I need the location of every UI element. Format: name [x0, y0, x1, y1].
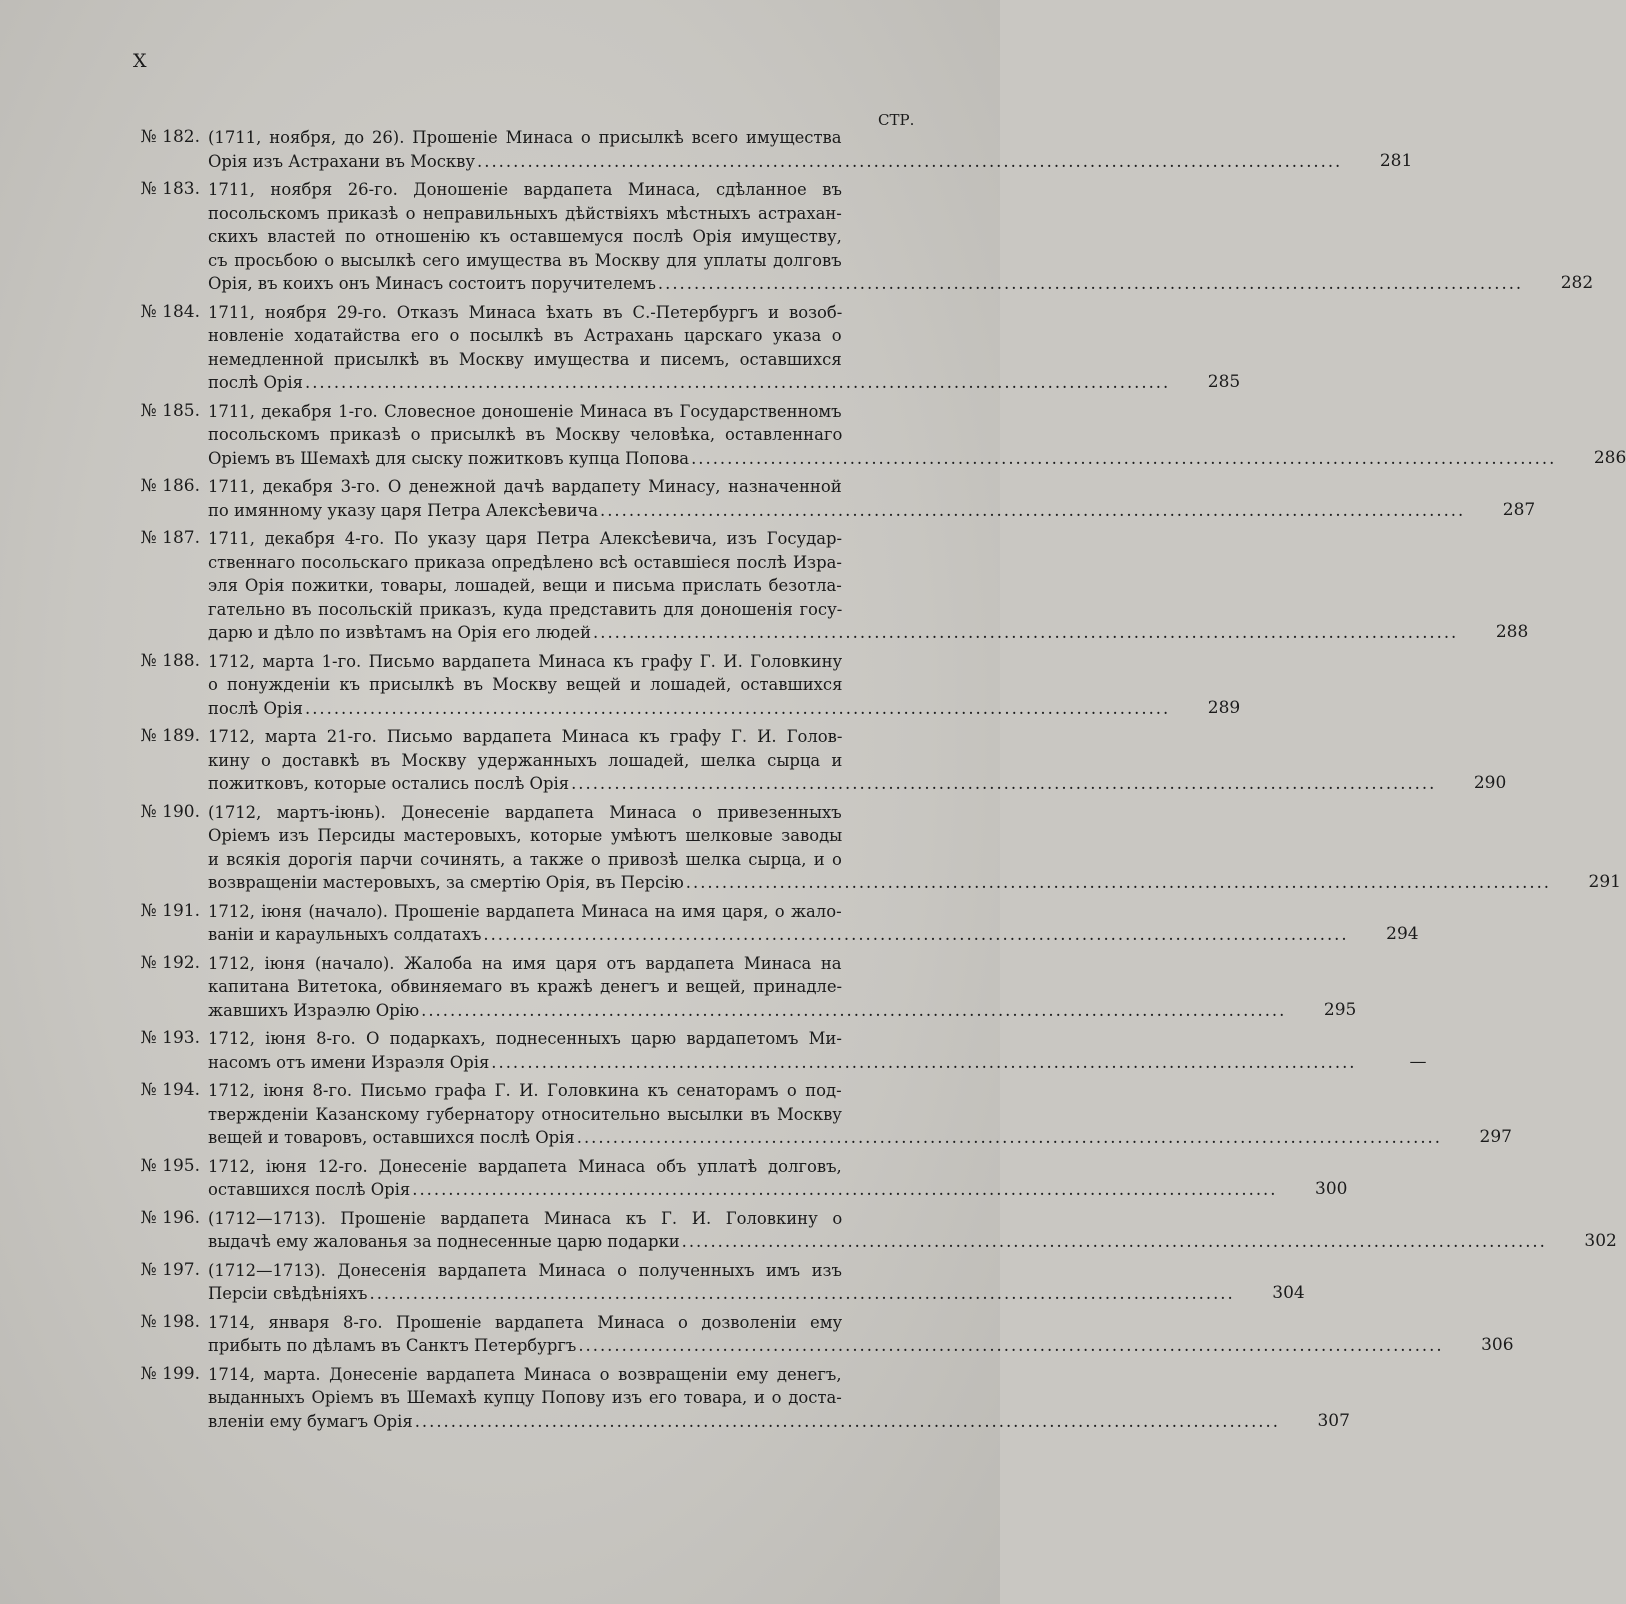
entry-line: 1714, марта. Донесеніе вардапета Минаса о возвращеніи ему денегъ,: [208, 1364, 842, 1384]
entry-last-line: [208, 1178, 1277, 1202]
entry-line: о понужденіи къ присылкѣ въ Москву вещей и лошадей, оставшихся: [208, 675, 843, 694]
dot-leader: ........................................................................................................................: [657, 274, 1524, 293]
page-column-label: СТР.: [878, 111, 915, 129]
toc-entry: [100, 1207, 1617, 1254]
entry-line: 1712, іюня 12-го. Донесеніе вардапета Минаса объ уплатѣ долговъ,: [208, 1156, 842, 1176]
entry-page-number: 304: [1272, 1283, 1305, 1303]
entry-last-line: [208, 447, 1556, 471]
entry-last-line-text: Орія изъ Астрахани въ Москву: [208, 151, 476, 171]
entry-last-line: [208, 621, 1458, 645]
entry-number: № 184.: [140, 301, 200, 322]
entry-description: [208, 301, 1170, 395]
entry-number: № 198.: [140, 1311, 200, 1332]
entry-last-line-text: насомъ отъ имени Израэля Орія: [208, 1052, 490, 1072]
toc-entry: [100, 126, 1413, 173]
entry-number: № 199.: [140, 1363, 200, 1384]
entry-last-line-text: пожитковъ, которые остались послѣ Орія: [208, 774, 570, 793]
entry-line: гательно въ посольскій приказъ, куда представить для доношенія госу-: [208, 599, 843, 619]
entry-last-line: [208, 150, 1342, 174]
entry-last-line-text: Оріемъ въ Шемахѣ для сыску пожитковъ купца Попова: [208, 448, 690, 468]
entry-last-line: [208, 1282, 1235, 1306]
entry-line: 1712, іюня 8-го. О подаркахъ, поднесенныхъ царю вардапетомъ Ми-: [208, 1029, 842, 1048]
entry-last-line: [208, 999, 1286, 1023]
entry-last-line: [208, 499, 1465, 523]
entry-last-line-text: послѣ Орія: [208, 698, 303, 718]
entry-number: № 183.: [140, 179, 200, 199]
entry-page-number: 307: [1317, 1410, 1350, 1431]
toc-entry: [100, 475, 1536, 522]
entry-number: № 185.: [140, 400, 200, 421]
dot-leader: ........................................................................................................................: [412, 1180, 1278, 1199]
entry-line: посольскомъ приказѣ о неправильныхъ дѣйствіяхъ мѣстныхъ астрахан-: [208, 203, 842, 223]
entry-last-line-text: Персіи свѣдѣніяхъ: [208, 1284, 368, 1303]
entry-last-line-text: ваніи и караульныхъ солдатахъ: [208, 925, 482, 944]
entry-page-number: 295: [1323, 999, 1357, 1020]
toc-entry: [100, 650, 1241, 721]
entry-number: № 194.: [140, 1080, 200, 1100]
dot-leader: ........................................................................................................................: [593, 623, 1459, 642]
entry-line: 1714, января 8-го. Прошеніе вардапета Минаса о дозволеніи ему: [208, 1312, 843, 1332]
entry-line: (1712—1713). Донесенія вардапета Минаса о полученныхъ имъ изъ: [208, 1260, 842, 1280]
entry-description: [208, 952, 1286, 1023]
entry-line: 1712, іюня (начало). Жалоба на имя царя отъ вардапета Минаса на: [208, 953, 842, 973]
entry-description: [208, 900, 1349, 947]
entry-line: посольскомъ приказѣ о присылкѣ въ Москву человѣка, оставленнаго: [208, 425, 843, 444]
entry-line: 1712, іюня 8-го. Письмо графа Г. И. Головкина къ сенаторамъ о под-: [208, 1081, 842, 1100]
entry-number: № 196.: [140, 1207, 200, 1228]
entry-line: скихъ властей по отношенію къ оставшемуся послѣ Орія имуществу,: [208, 227, 842, 246]
entry-last-line-text: оставшихся послѣ Орія: [208, 1180, 411, 1199]
entry-line: съ просьбою о высылкѣ сего имущества въ Москву для уплаты долговъ: [208, 250, 842, 270]
table-of-contents: [100, 126, 1626, 1438]
entry-description: [208, 1207, 1547, 1254]
dot-leader: ........................................................................................................................: [571, 774, 1437, 793]
entry-last-line-text: вленіи ему бумагъ Орія: [208, 1411, 413, 1431]
entry-page-number: 297: [1479, 1127, 1512, 1147]
entry-description: [208, 1311, 1444, 1358]
entry-page-number: 286: [1593, 447, 1626, 468]
entry-line: (1711, ноября, до 26). Прошеніе Минаса о присылкѣ всего имущества: [208, 128, 842, 147]
dot-leader: ........................................................................................................................: [421, 1000, 1287, 1020]
toc-entry: [100, 527, 1529, 645]
entry-line: Оріемъ изъ Персиды мастеровыхъ, которые умѣютъ шелковые заводы: [208, 826, 843, 845]
entry-line: 1711, ноября 26-го. Доношеніе вардапета Минаса, сдѣланное въ: [208, 180, 842, 199]
entry-page-number: 302: [1584, 1231, 1617, 1251]
dot-leader: ........................................................................................................................: [483, 925, 1349, 944]
entry-line: ственнаго посольскаго приказа опредѣлено всѣ оставшіеся послѣ Изра-: [208, 552, 842, 572]
dot-leader: ........................................................................................................................: [576, 1128, 1442, 1147]
entry-last-line: [208, 923, 1349, 947]
toc-entry: [100, 1363, 1350, 1434]
entry-page-number: 289: [1207, 697, 1241, 718]
dot-leader: ........................................................................................................................: [369, 1284, 1235, 1303]
entry-line: новленіе ходатайства его о посылкѣ въ Астрахань царскаго указа о: [208, 326, 842, 345]
entry-description: [208, 1363, 1280, 1434]
entry-number: № 189.: [140, 726, 200, 746]
toc-entry: [100, 400, 1626, 471]
toc-entry: [100, 1079, 1512, 1150]
dot-leader: ........................................................................................................................: [685, 873, 1551, 892]
entry-line: 1712, іюня (начало). Прошеніе вардапета Минаса на имя царя, о жало-: [208, 901, 842, 921]
entry-page-number: 290: [1473, 773, 1507, 793]
dot-leader: ........................................................................................................................: [681, 1232, 1547, 1251]
toc-entry: [100, 301, 1241, 395]
entry-page-number: 288: [1495, 622, 1529, 642]
entry-description: [208, 527, 1458, 645]
toc-entry: [100, 1027, 1427, 1074]
entry-last-line: [208, 1051, 1357, 1075]
entry-line: (1712, мартъ-іюнь). Донесеніе вардапета Минаса о привезенныхъ: [208, 802, 842, 822]
entry-last-line: [208, 772, 1436, 796]
dot-leader: ........................................................................................................................: [578, 1336, 1444, 1355]
dot-leader: ........................................................................................................................: [477, 151, 1343, 171]
entry-page-number: 287: [1502, 499, 1536, 520]
toc-entry: [100, 801, 1621, 895]
entry-description: [208, 1155, 1277, 1202]
toc-entry: [100, 900, 1419, 947]
entry-last-line: [208, 871, 1551, 895]
entry-description: [208, 1259, 1235, 1306]
entry-description: [208, 1079, 1442, 1150]
entry-description: [208, 650, 1170, 721]
dot-leader: ........................................................................................................................: [305, 698, 1171, 718]
page-roman-numeral: X: [133, 50, 148, 72]
entry-description: [208, 126, 1342, 173]
entry-last-line-text: возвращеніи мастеровыхъ, за смертію Орія, въ Персію: [208, 873, 684, 892]
entry-last-line: [208, 1126, 1442, 1150]
entry-last-line: [208, 1230, 1547, 1254]
entry-last-line-text: вещей и товаровъ, оставшихся послѣ Орія: [208, 1128, 575, 1147]
entry-description: [208, 400, 1556, 471]
toc-entry: [100, 952, 1357, 1023]
entry-description: [208, 475, 1465, 522]
entry-number: № 193.: [140, 1028, 200, 1048]
entry-number: № 186.: [140, 476, 200, 496]
dot-leader: ........................................................................................................................: [305, 373, 1171, 392]
entry-number: № 188.: [140, 650, 200, 671]
entry-number: № 192.: [140, 952, 200, 973]
entry-last-line-text: дарю и дѣло по извѣтамъ на Орія его людей: [208, 623, 592, 642]
entry-number: № 187.: [140, 528, 200, 548]
entry-line: 1711, ноября 29-го. Отказъ Минаса ѣхать въ С.-Петербургъ и возоб-: [208, 302, 843, 322]
entry-last-line: [208, 371, 1170, 395]
entry-line: кину о доставкѣ въ Москву удержанныхъ лошадей, шелка сырца и: [208, 750, 843, 770]
entry-last-line-text: выдачѣ ему жалованья за поднесенные царю подарки: [208, 1232, 680, 1251]
entry-line: эля Орія пожитки, товары, лошадей, вещи и письма прислать безотла-: [208, 576, 842, 595]
entry-line: твержденіи Казанскому губернатору относительно высылки въ Москву: [208, 1104, 842, 1124]
entry-number: № 190.: [140, 801, 200, 822]
toc-entry: [100, 1311, 1514, 1358]
entry-page-number: 294: [1386, 924, 1419, 944]
entry-last-line: [208, 1334, 1444, 1358]
toc-entry: [100, 178, 1594, 296]
dot-leader: ........................................................................................................................: [491, 1052, 1357, 1072]
entry-page-number: 281: [1379, 150, 1413, 171]
entry-number: № 195.: [140, 1155, 200, 1176]
entry-last-line: [208, 1410, 1280, 1434]
entry-description: [208, 801, 1551, 895]
entry-last-line: [208, 272, 1523, 296]
entry-description: [208, 725, 1436, 796]
entry-page-number: 300: [1315, 1179, 1348, 1199]
entry-last-line-text: жавшихъ Израэлю Орію: [208, 1000, 420, 1020]
dot-leader: ........................................................................................................................: [414, 1411, 1280, 1431]
entry-line: 1711, декабря 3-го. О денежной дачѣ вардапету Минасу, назначенной: [208, 477, 842, 496]
entry-description: [208, 1027, 1357, 1074]
entry-line: 1711, декабря 4-го. По указу царя Петра Алексѣевича, изъ Государ-: [208, 529, 843, 548]
entry-line: капитана Витетока, обвиняемаго въ кражѣ денегъ и вещей, принадле-: [208, 977, 843, 996]
entry-last-line-text: Орія, въ коихъ онъ Минасъ состоитъ поручителемъ: [208, 274, 656, 293]
entry-page-number: —: [1409, 1051, 1427, 1072]
entry-last-line: [208, 697, 1170, 721]
toc-entry: [100, 1155, 1348, 1202]
entry-line: немедленной присылкѣ въ Москву имущества и писемъ, оставшихся: [208, 349, 842, 369]
entry-number: № 197.: [140, 1259, 200, 1280]
entry-last-line-text: по имянному указу царя Петра Алексѣевича: [208, 500, 598, 520]
entry-number: № 191.: [140, 900, 200, 921]
entry-page-number: 306: [1481, 1335, 1514, 1355]
dot-leader: ........................................................................................................................: [691, 448, 1557, 468]
toc-entry: [100, 725, 1507, 796]
entry-line: 1711, декабря 1-го. Словесное доношеніе Минаса въ Государственномъ: [208, 401, 842, 421]
entry-last-line-text: прибыть по дѣламъ въ Санктъ Петербургъ: [208, 1336, 577, 1355]
entry-line: 1712, марта 1-го. Письмо вардапета Минаса къ графу Г. И. Головкину: [208, 651, 843, 671]
toc-entry: [100, 1259, 1305, 1306]
entry-page-number: 282: [1560, 273, 1594, 293]
entry-line: 1712, марта 21-го. Письмо вардапета Минаса къ графу Г. И. Голов-: [208, 727, 843, 746]
entry-line: (1712—1713). Прошеніе вардапета Минаса къ Г. И. Головкину о: [208, 1208, 843, 1228]
entry-line: и всякія дорогія парчи сочинять, а также о привозѣ шелка сырца, и о: [208, 849, 842, 869]
entry-page-number: 291: [1588, 872, 1621, 892]
entry-number: № 182.: [140, 127, 200, 147]
entry-page-number: 285: [1207, 372, 1241, 392]
dot-leader: ........................................................................................................................: [599, 500, 1466, 520]
entry-line: выданныхъ Оріемъ въ Шемахѣ купцу Попову изъ его товара, и о доста-: [208, 1388, 842, 1407]
entry-description: [208, 178, 1523, 296]
entry-last-line-text: послѣ Орія: [208, 373, 303, 392]
